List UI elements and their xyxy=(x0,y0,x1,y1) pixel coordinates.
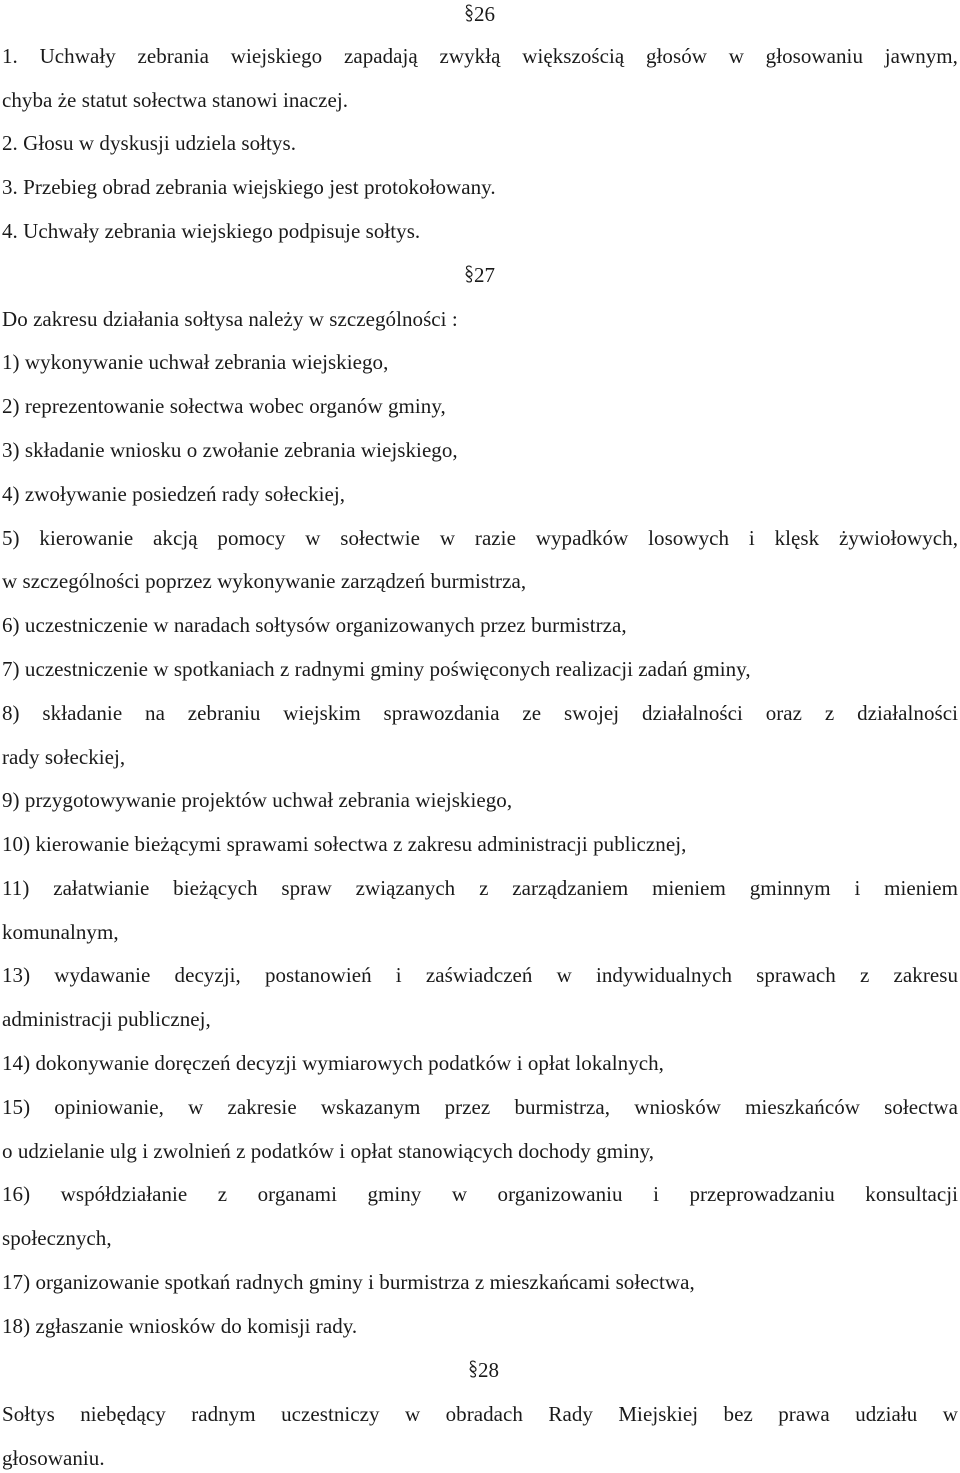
paragraph-line: 17) organizowanie spotkań radnych gminy i burmistrza z mieszkańcami sołectwa, xyxy=(2,1270,695,1294)
paragraph-line: w szczególności poprzez wykonywanie zarządzeń burmistrza, xyxy=(2,569,527,593)
section-number: 28 xyxy=(478,1358,499,1382)
paragraph-line: 5) kierowanie akcją pomocy w sołectwie w razie wypadków losowych i klęsk żywiołowych, xyxy=(2,526,958,550)
paragraph-line: Do zakresu działania sołtysa należy w szczególności : xyxy=(2,307,458,331)
paragraph-line: komunalnym, xyxy=(2,920,119,944)
section-sign-icon xyxy=(468,1359,478,1379)
paragraph-line: 16) współdziałanie z organami gminy w organizowaniu i przeprowadzaniu konsultacji xyxy=(2,1182,958,1206)
paragraph-line: chyba że statut sołectwa stanowi inaczej. xyxy=(2,88,349,112)
section-sign-icon xyxy=(464,264,474,284)
paragraph-line: 1. Uchwały zebrania wiejskiego zapadają zwykłą większością głosów w głosowaniu jawnym, xyxy=(2,44,958,68)
paragraph-line: Sołtys niebędący radnym uczestniczy w obradach Rady Miejskiej bez prawa udziału w xyxy=(2,1402,958,1426)
paragraph-line: administracji publicznej, xyxy=(2,1007,211,1031)
paragraph-line: 7) uczestniczenie w spotkaniach z radnymi gminy poświęconych realizacji zadań gminy, xyxy=(2,657,751,681)
paragraph-line: 18) zgłaszanie wniosków do komisji rady. xyxy=(2,1314,358,1338)
paragraph-line: 2. Głosu w dyskusji udziela sołtys. xyxy=(2,131,296,155)
paragraph-line: 3) składanie wniosku o zwołanie zebrania wiejskiego, xyxy=(2,438,458,462)
paragraph-line: 6) uczestniczenie w naradach sołtysów organizowanych przez burmistrza, xyxy=(2,613,627,637)
paragraph-line: 15) opiniowanie, w zakresie wskazanym przez burmistrza, wniosków mieszkańców sołectwa xyxy=(2,1095,958,1119)
paragraph-line: 3. Przebieg obrad zebrania wiejskiego jest protokołowany. xyxy=(2,175,496,199)
paragraph-line: 1) wykonywanie uchwał zebrania wiejskiego, xyxy=(2,350,389,374)
paragraph-line: 9) przygotowywanie projektów uchwał zebrania wiejskiego, xyxy=(2,788,513,812)
paragraph-line: 4. Uchwały zebrania wiejskiego podpisuje sołtys. xyxy=(2,219,421,243)
section-heading-28 xyxy=(468,1358,499,1382)
paragraph-line: 8) składanie na zebraniu wiejskim sprawozdania ze swojej działalności oraz z działalności xyxy=(2,701,958,725)
paragraph-line: 4) zwoływanie posiedzeń rady sołeckiej, xyxy=(2,482,346,506)
paragraph-line: 10) kierowanie bieżącymi sprawami sołectwa z zakresu administracji publicznej, xyxy=(2,832,687,856)
section-number: 27 xyxy=(474,263,495,287)
paragraph-line: rady sołeckiej, xyxy=(2,745,126,769)
paragraph-line: głosowaniu. xyxy=(2,1446,105,1470)
section-heading-27 xyxy=(464,263,495,287)
section-heading-26 xyxy=(464,2,495,26)
section-sign-icon xyxy=(464,3,474,23)
paragraph-line: społecznych, xyxy=(2,1226,112,1250)
paragraph-line: 2) reprezentowanie sołectwa wobec organów gminy, xyxy=(2,394,446,418)
paragraph-line: 11) załatwianie bieżących spraw związanych z zarządzaniem mieniem gminnym i mieniem xyxy=(2,876,958,900)
paragraph-line: 13) wydawanie decyzji, postanowień i zaświadczeń w indywidualnych sprawach z zakresu xyxy=(2,963,958,987)
section-number: 26 xyxy=(474,2,495,26)
paragraph-line: 14) dokonywanie doręczeń decyzji wymiarowych podatków i opłat lokalnych, xyxy=(2,1051,664,1075)
paragraph-line: o udzielanie ulg i zwolnień z podatków i opłat stanowiących dochody gminy, xyxy=(2,1139,655,1163)
